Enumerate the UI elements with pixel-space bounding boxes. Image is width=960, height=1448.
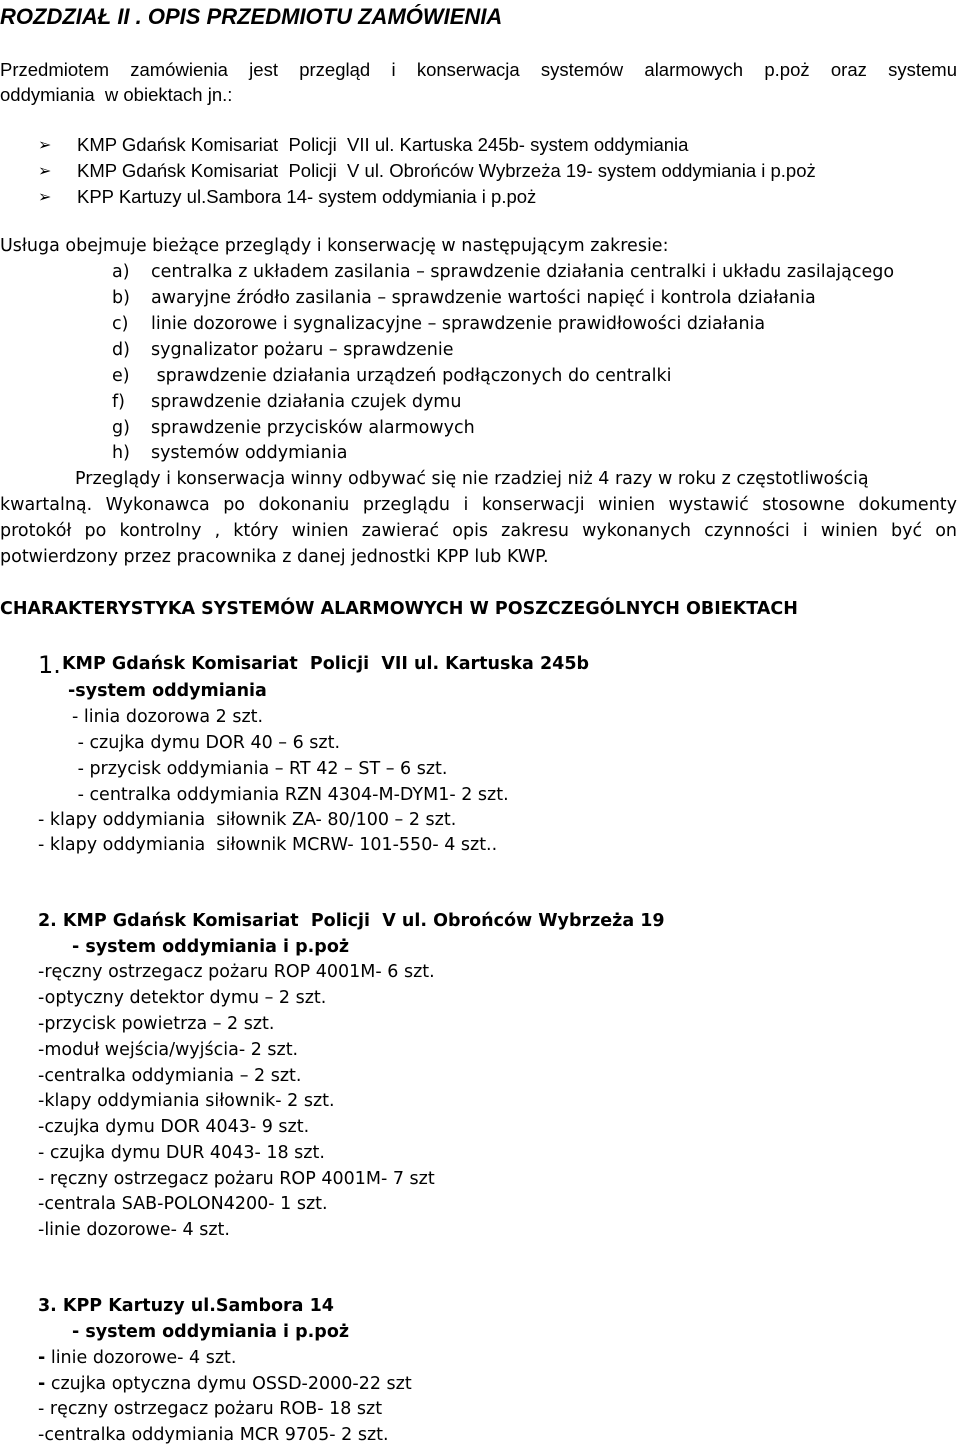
list-item: - centralka oddymiania RZN 4304-M-DYM1- 2 szt.: [72, 785, 509, 805]
section-2-subtitle: - system oddymiania i p.poż: [72, 937, 350, 957]
para-line-1: Przeglądy i konserwacja winny odbywać się nie rzadziej niż 4 razy w roku z częstotliwością: [75, 469, 869, 489]
list-item: - czujka dymu DUR 4043- 18 szt.: [38, 1143, 325, 1163]
arrow-bullet-icon: ➢: [38, 135, 52, 154]
list-item: [38, 1401, 382, 1419]
scope-text: sygnalizator pożaru – sprawdzenie: [151, 340, 454, 360]
para-line-4: potwierdzony przez pracownika z danej jednostki KPP lub KWP.: [0, 547, 549, 567]
list-item: - linia dozorowa 2 szt.: [72, 707, 264, 727]
scope-letter: a): [112, 262, 130, 282]
scope-text: sprawdzenie przycisków alarmowych: [151, 418, 475, 438]
list-item: -przycisk powietrza – 2 szt.: [38, 1014, 275, 1034]
scope-text: awaryjne źródło zasilania – sprawdzenie wartości napięć i kontrola działania: [151, 288, 816, 308]
object-item: KMP Gdańsk Komisariat Policji V ul. Obrońców Wybrzeża 19- system oddymiania i p.poż: [77, 160, 816, 181]
para-line-3: protokół po kontrolny , który winien zawierać opis zakresu wykonanych czynności i winien być on: [0, 521, 957, 541]
list-item: - klapy oddymiania siłownik ZA- 80/100 – 2 szt.: [38, 810, 457, 830]
object-item: KMP Gdańsk Komisariat Policji VII ul. Kartuska 245b- system oddymiania: [77, 134, 689, 155]
scope-text: sprawdzenie działania czujek dymu: [151, 392, 462, 412]
list-item: -optyczny detektor dymu – 2 szt.: [38, 988, 327, 1008]
scope-letter: b): [112, 288, 130, 308]
scope-text: sprawdzenie działania urządzeń podłączonych do centralki: [151, 366, 672, 386]
list-item: [38, 1427, 389, 1445]
list-item: - klapy oddymiania siłownik MCRW- 101-550- 4 szt..: [38, 835, 498, 855]
section-1-title: KMP Gdańsk Komisariat Policji VII ul. Kartuska 245b: [62, 654, 590, 674]
list-item: - ręczny ostrzegacz pożaru ROP 4001M- 7 szt: [38, 1169, 435, 1189]
list-item: [38, 1350, 236, 1368]
list-item: -moduł wejścia/wyjścia- 2 szt.: [38, 1040, 299, 1060]
intro-line-1: Przedmiotem zamówienia jest przegląd i konserwacja systemów alarmowych p.poż oraz systemu: [0, 59, 957, 80]
list-item: -czujka dymu DOR 4043- 9 szt.: [38, 1117, 310, 1137]
list-item-text: linie dozorowe- 4 szt.: [45, 1348, 237, 1368]
list-dash: -: [38, 1374, 46, 1394]
list-item: [38, 1376, 412, 1394]
intro-line-2: oddymiania w obiektach jn.:: [0, 84, 233, 105]
scope-letter: f): [112, 392, 125, 412]
list-item: -centralka oddymiania – 2 szt.: [38, 1066, 302, 1086]
list-item: - przycisk oddymiania – RT 42 – ST – 6 szt.: [72, 759, 448, 779]
section-2-title: 2. KMP Gdańsk Komisariat Policji V ul. Obrońców Wybrzeża 19: [38, 911, 665, 931]
list-item: -klapy oddymiania siłownik- 2 szt.: [38, 1091, 335, 1111]
scope-text: systemów oddymiania: [151, 443, 348, 463]
section-1-subtitle: -system oddymiania: [68, 681, 267, 701]
section-3-title: 3. KPP Kartuzy ul.Sambora 14: [38, 1296, 334, 1316]
scope-intro: Usługa obejmuje bieżące przeglądy i konserwację w następującym zakresie:: [0, 236, 669, 256]
list-item-text: -centralka oddymiania MCR 9705- 2 szt.: [38, 1425, 389, 1445]
list-item: -linie dozorowe- 4 szt.: [38, 1220, 230, 1240]
list-item: -centrala SAB-POLON4200- 1 szt.: [38, 1194, 328, 1214]
arrow-bullet-icon: ➢: [38, 187, 52, 206]
scope-letter: g): [112, 418, 130, 438]
list-item: - czujka dymu DOR 40 – 6 szt.: [72, 733, 341, 753]
scope-letter: e): [112, 366, 130, 386]
section-heading: CHARAKTERYSTYKA SYSTEMÓW ALARMOWYCH W POSZCZEGÓLNYCH OBIEKTACH: [0, 599, 798, 619]
list-item-text: - ręczny ostrzegacz pożaru ROB- 18 szt: [38, 1399, 383, 1419]
list-dash: -: [38, 1348, 46, 1368]
scope-text: linie dozorowe i sygnalizacyjne – sprawdzenie prawidłowości działania: [151, 314, 766, 334]
arrow-bullet-icon: ➢: [38, 161, 52, 180]
scope-letter: d): [112, 340, 130, 360]
object-item: KPP Kartuzy ul.Sambora 14- system oddymiania i p.poż: [77, 186, 537, 207]
scope-letter: h): [112, 443, 130, 463]
list-item-text: czujka optyczna dymu OSSD-2000-22 szt: [45, 1374, 412, 1394]
scope-text: centralka z układem zasilania – sprawdzenie działania centralki i układu zasilającego: [151, 262, 895, 282]
page-title: ROZDZIAŁ II . OPIS PRZEDMIOTU ZAMÓWIENIA: [0, 4, 503, 29]
scope-letter: c): [112, 314, 129, 334]
section-3-subtitle: - system oddymiania i p.poż: [72, 1322, 350, 1342]
section-1-number: 1.: [38, 651, 61, 679]
para-line-2: kwartalną. Wykonawca po dokonaniu przeglądu i konserwacji winien wystawić stosowne dokumenty: [0, 495, 957, 515]
list-item: -ręczny ostrzegacz pożaru ROP 4001M- 6 szt.: [38, 962, 435, 982]
